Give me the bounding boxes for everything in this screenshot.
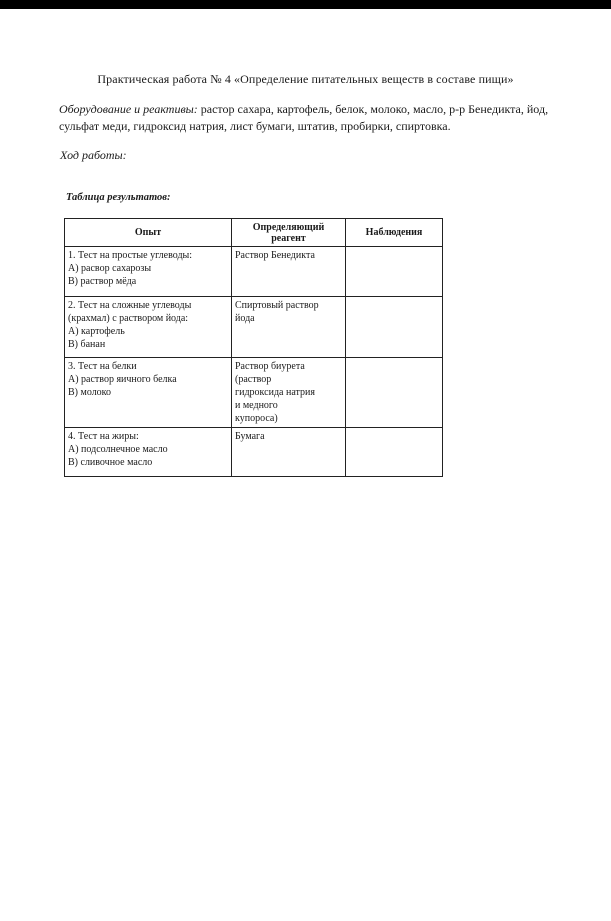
reagent-cell — [232, 358, 346, 428]
experiment-line: В) молоко — [68, 387, 112, 398]
table-header-row — [65, 219, 443, 247]
reagent-line: (раствор — [235, 374, 272, 385]
results-table — [64, 218, 443, 477]
reagent-line: Спиртовый раствор — [235, 300, 319, 311]
reagent-cell — [232, 297, 346, 358]
observations-cell[interactable] — [346, 358, 443, 428]
experiment-line: В) раствор мёда — [68, 276, 137, 287]
reagent-line: купороса) — [235, 413, 278, 424]
header-experiment: Опыт — [65, 219, 232, 247]
reagent-line: и медного — [235, 400, 278, 411]
equipment-text: растор сахара, картофель, белок, молоко, масло, р-р Бенедикта, йод, сульфат меди, гидроксид натрия, лист бумаги, штатив, пробирки, спиртовка. — [59, 102, 549, 133]
experiment-line: 2. Тест на сложные углеводы — [68, 300, 192, 311]
table-caption: Таблица результатов: — [66, 192, 171, 203]
reagent-cell — [232, 428, 346, 477]
observations-cell[interactable] — [346, 428, 443, 477]
experiment-line: А) картофель — [68, 326, 125, 337]
reagent-cell — [232, 247, 346, 297]
observations-cell[interactable] — [346, 297, 443, 358]
experiment-line: В) сливочное масло — [68, 457, 153, 468]
experiment-line: 1. Тест на простые углеводы: — [68, 250, 193, 261]
table-row — [65, 428, 443, 477]
experiment-cell — [65, 358, 232, 428]
experiment-line: (крахмал) с раствором йода: — [68, 313, 189, 324]
experiment-cell — [65, 297, 232, 358]
experiment-line: А) расвор сахарозы — [68, 263, 152, 274]
experiment-line: 3. Тест на белки — [68, 361, 137, 372]
table-row — [65, 297, 443, 358]
experiment-line: В) банан — [68, 339, 106, 350]
reagent-line: Бумага — [235, 431, 265, 442]
top-bar — [0, 0, 611, 9]
reagent-line: йода — [235, 313, 255, 324]
reagent-line: Раствор Бенедикта — [235, 250, 315, 261]
reagent-line: гидроксида натрия — [235, 387, 315, 398]
table-row — [65, 247, 443, 297]
observations-cell[interactable] — [346, 247, 443, 297]
experiment-line: А) подсолнечное масло — [68, 444, 168, 455]
progress-label: Ход работы: — [60, 148, 127, 162]
header-observations: Наблюдения — [346, 219, 443, 247]
table-row — [65, 358, 443, 428]
experiment-cell — [65, 428, 232, 477]
experiment-cell — [65, 247, 232, 297]
equipment-paragraph — [59, 101, 579, 135]
experiment-line: 4. Тест на жиры: — [68, 431, 139, 442]
experiment-line: А) раствор яичного белка — [68, 374, 177, 385]
equipment-label: Оборудование и реактивы: — [59, 102, 198, 116]
reagent-line: Раствор биурета — [235, 361, 305, 372]
page-title: Практическая работа № 4 «Определение питательных веществ в составе пищи» — [97, 72, 514, 86]
header-reagent: Определяющий реагент — [232, 219, 346, 247]
